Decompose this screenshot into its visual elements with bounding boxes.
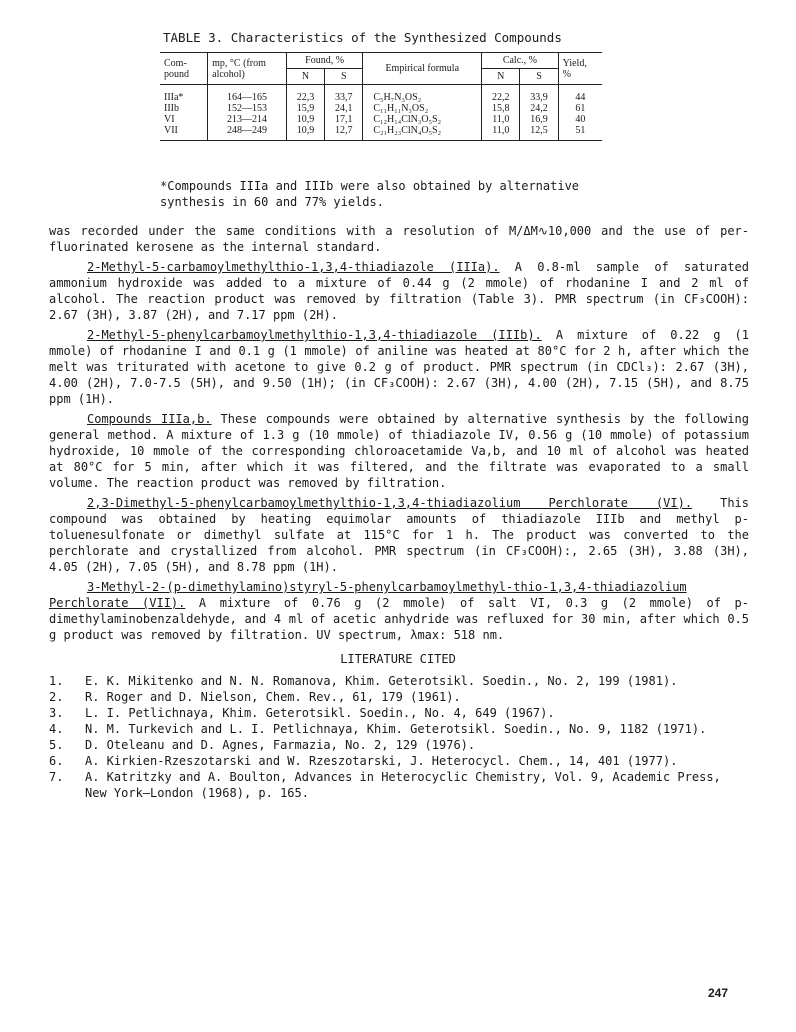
paragraph — [49, 327, 749, 407]
cell-compound: IIIb — [164, 103, 179, 114]
cell-formula: C₂₁H₂₃ClN₄O₅S₂ — [363, 125, 482, 141]
table-row — [160, 103, 602, 114]
col-header-formula: Empirical formula — [363, 53, 482, 85]
cell-found-s: 33,7 — [325, 85, 363, 104]
col-header-mp: mp, °C (from alcohol) — [208, 53, 287, 85]
reference-list — [49, 673, 749, 801]
reference-number: 3. — [49, 706, 64, 720]
cell-yield: 40 — [558, 114, 602, 125]
table-row — [160, 114, 602, 125]
cell-formula: C₁₁H₁₁N₃OS₂ — [363, 103, 482, 114]
cell-compound: VII — [164, 125, 178, 136]
cell-mp: 164—165 — [208, 85, 287, 104]
table-row — [160, 85, 602, 104]
reference-number: 1. — [49, 674, 64, 688]
cell-found-n: 15,9 — [286, 103, 324, 114]
paragraph — [49, 579, 749, 643]
reference-text: N. M. Turkevich and L. I. Petlichnaya, Khim. Geterotsikl. Soedin., No. 9, 1182 (1971). — [85, 722, 707, 736]
paragraph-text: A mixture of 0.22 g (1 mmole) of rhodanine I and 0.1 g (1 mmole) of aniline was heated at 80°C for 2 h, after which the melt was triturated with acetone to give 0.2 g of product. PMR spectrum (in CDCl₃): 2.67 (3H), 4.00 (2H), 7.0-7.5 (5H), and 9.50 (1H); (in CF₃COOH): 2.67 (3H), 4.00 (2H), 7.15 (5H), and 8.75 ppm (1H). — [49, 328, 749, 406]
paragraph — [49, 223, 749, 255]
reference-number: 4. — [49, 722, 64, 736]
cell-yield: 44 — [558, 85, 602, 104]
paragraph-text: A mixture of 0.76 g (2 mmole) of salt VI, 0.3 g (2 mmole) of p-dimethylaminobenzaldehyde, and 4 ml of acetic anhydride was refluxed for 30 min, after which 0.5 g product was removed by filtration. UV spectrum, λmax: 518 nm. — [49, 596, 749, 642]
table-caption: TABLE 3. Characteristics of the Synthesized Compounds — [163, 30, 562, 45]
cell-calc-n: 11,0 — [482, 125, 520, 141]
cell-found-n: 22,3 — [286, 85, 324, 104]
col-header-found: Found, % — [286, 53, 363, 69]
col-header-found-s: S — [325, 69, 363, 85]
cell-mp: 213—214 — [208, 114, 287, 125]
reference-item — [49, 769, 749, 801]
paragraph-text: These compounds were obtained by alternative synthesis by the following general method. A mixture of 1.3 g (10 mmole) of thiadiazole IV, 0.56 g (10 mmole) of potassium hydroxide, 10 mmole of the corresponding chloroacetamide Va,b, and 10 ml of alcohol was heated at 80°C for 5 min, after which it was filtered, and the filtrate was evaporated to a small volume. The reaction product was removed by filtration. — [49, 412, 749, 490]
table-footnote: *Compounds IIIa and IIIb were also obtained by alternative synthesis in 60 and 77% yields. — [160, 179, 580, 209]
section-title: 2,3-Dimethyl-5-phenylcarbamoylmethylthio-1,3,4-thiadiazolium Perchlorate (VI). — [87, 496, 693, 510]
paragraph — [49, 411, 749, 491]
reference-item — [49, 737, 749, 753]
cell-found-n: 10,9 — [286, 114, 324, 125]
col-header-calc-n: N — [482, 69, 520, 85]
cell-calc-n: 11,0 — [482, 114, 520, 125]
cell-calc-n: 15,8 — [482, 103, 520, 114]
cell-calc-s: 12,5 — [520, 125, 558, 141]
reference-item — [49, 721, 749, 737]
cell-calc-s: 33,9 — [520, 85, 558, 104]
reference-item — [49, 689, 749, 705]
cell-compound: IIIa* — [164, 92, 184, 103]
reference-number: 2. — [49, 690, 64, 704]
col-header-compound: Com- pound — [160, 53, 208, 85]
reference-number: 5. — [49, 738, 64, 752]
reference-text: A. Kirkien-Rzeszotarski and W. Rzeszotarski, J. Heterocycl. Chem., 14, 401 (1977). — [85, 754, 678, 768]
cell-formula: C₅H₇N₃OS₂ — [363, 85, 482, 104]
reference-item — [49, 753, 749, 769]
reference-number: 7. — [49, 770, 64, 784]
cell-found-s: 12,7 — [325, 125, 363, 141]
section-title: 2-Methyl-5-phenylcarbamoylmethylthio-1,3,4-thiadiazole (IIIb). — [87, 328, 542, 342]
section-title: 2-Methyl-5-carbamoylmethylthio-1,3,4-thiadiazole (IIIa). — [87, 260, 500, 274]
literature-heading: LITERATURE CITED — [340, 652, 456, 666]
paragraph-text: was recorded under the same conditions with a resolution of M/ΔM∿10,000 and the use of per-fluorinated kerosene as the internal standard. — [49, 224, 749, 254]
section-title: Compounds IIIa,b. — [87, 412, 212, 426]
page-number: 247 — [708, 986, 729, 1000]
compounds-table-wrap — [160, 52, 602, 141]
reference-text: R. Roger and D. Nielson, Chem. Rev., 61, 179 (1961). — [85, 690, 461, 704]
cell-calc-s: 16,9 — [520, 114, 558, 125]
reference-number: 6. — [49, 754, 64, 768]
paragraph-text: A 0.8-ml sample of saturated ammonium hydroxide was added to a mixture of 0.44 g (2 mmole) of rhodanine I and 2 ml of alcohol. The reaction product was removed by filtration (Table 3). PMR spectrum (in CF₃COOH): 2.67 (3H), 3.87 (2H), and 7.17 ppm (2H). — [49, 260, 749, 322]
cell-mp: 152—153 — [208, 103, 287, 114]
col-header-calc-s: S — [520, 69, 558, 85]
cell-found-s: 24,1 — [325, 103, 363, 114]
cell-yield: 61 — [558, 103, 602, 114]
cell-found-n: 10,9 — [286, 125, 324, 141]
cell-compound: VI — [164, 114, 175, 125]
reference-item — [49, 705, 749, 721]
section-title: 3-Methyl-2-(p-dimethylamino)styryl-5-phenylcarbamoylmethyl-thio-1,3,4-thiadiazolium Perchlorate (VII). — [49, 580, 687, 610]
reference-text: A. Katritzky and A. Boulton, Advances in Heterocyclic Chemistry, Vol. 9, Academic Press, New York—London (1968), p. 165. — [85, 770, 721, 800]
reference-text: D. Oteleanu and D. Agnes, Farmazia, No. 2, 129 (1976). — [85, 738, 476, 752]
paragraph-text: This compound was obtained by heating equimolar amounts of thiadiazole IIIb and methyl p-toluenesulfonate or dimethyl sulfate at 115°C for 1 h. The product was converted to the perchlorate and crystallized from alcohol. PMR spectrum (in CF₃COOH):, 2.65 (3H), 3.88 (3H), 4.05 (2H), 7.05 (5H), and 8.78 ppm (1H). — [49, 496, 749, 574]
cell-yield: 51 — [558, 125, 602, 141]
reference-item — [49, 673, 749, 689]
compounds-table — [160, 52, 602, 141]
col-header-found-n: N — [286, 69, 324, 85]
paragraph — [49, 495, 749, 575]
cell-calc-s: 24,2 — [520, 103, 558, 114]
reference-text: L. I. Petlichnaya, Khim. Geterotsikl. Soedin., No. 4, 649 (1967). — [85, 706, 555, 720]
cell-formula: C₁₂H₁₄ClN₃O₅S₂ — [363, 114, 482, 125]
cell-mp: 248—249 — [208, 125, 287, 141]
table-row — [160, 125, 602, 141]
reference-text: E. K. Mikitenko and N. N. Romanova, Khim. Geterotsikl. Soedin., No. 2, 199 (1981). — [85, 674, 678, 688]
col-header-calc: Calc., % — [482, 53, 559, 69]
cell-found-s: 17,1 — [325, 114, 363, 125]
cell-calc-n: 22,2 — [482, 85, 520, 104]
body-text — [49, 223, 749, 647]
col-header-yield: Yield, % — [558, 53, 602, 85]
paragraph — [49, 259, 749, 323]
